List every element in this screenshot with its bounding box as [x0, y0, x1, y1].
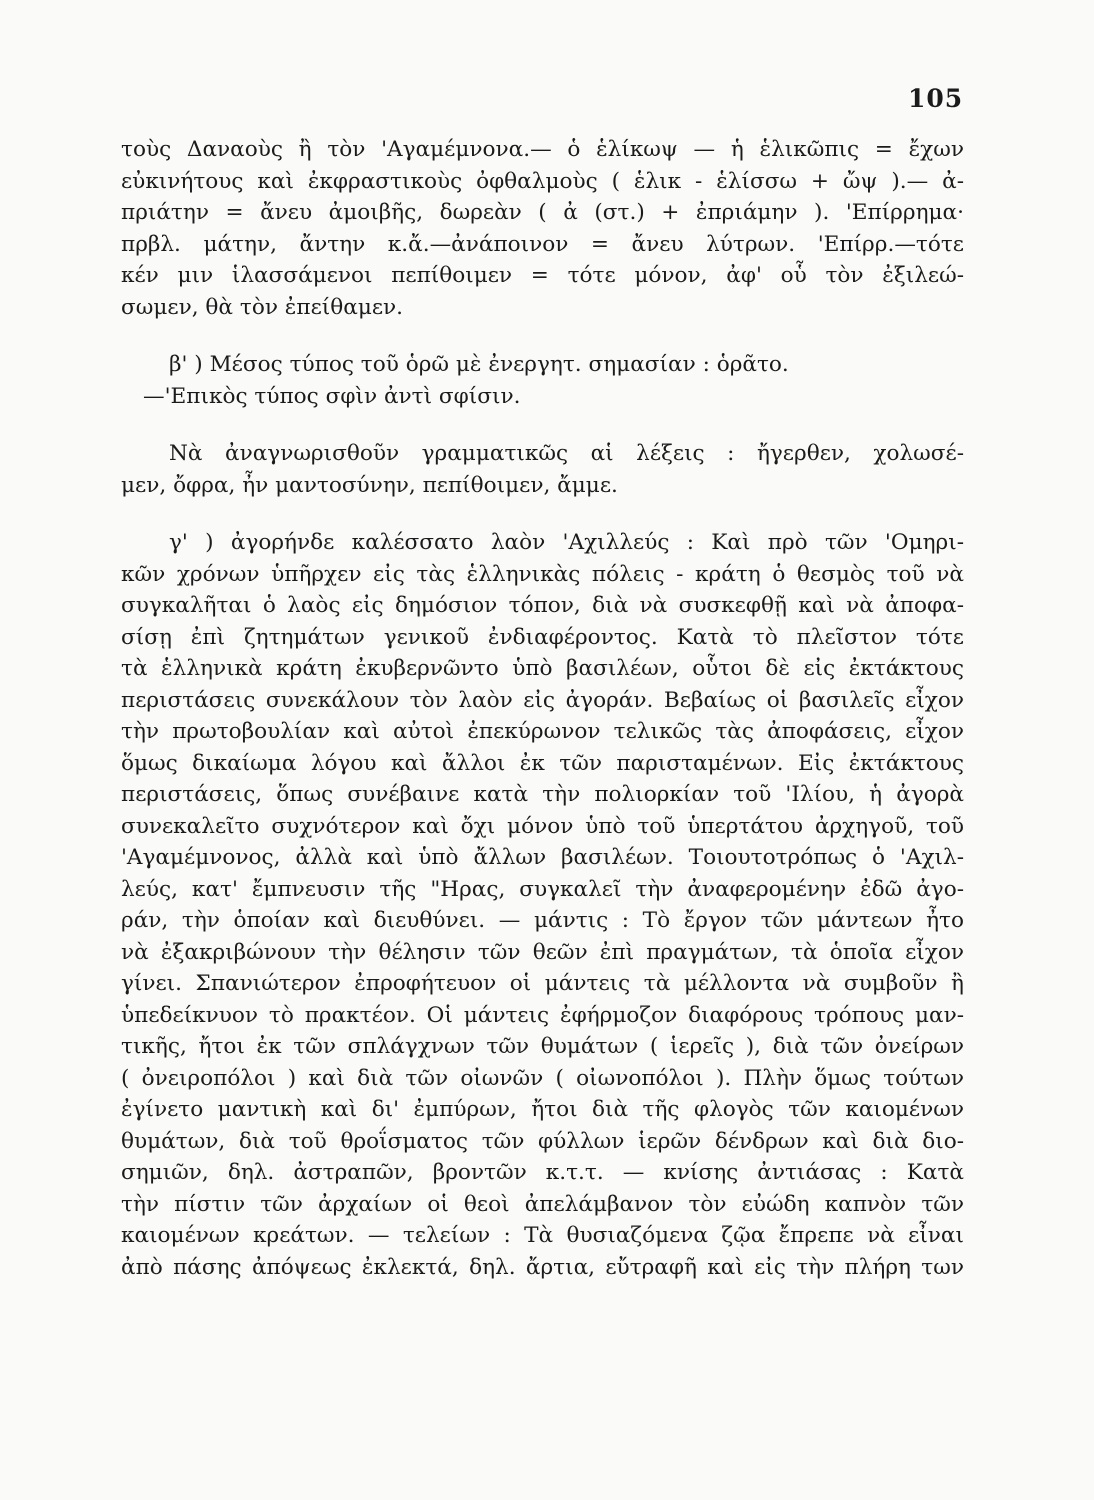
text-line: καιομένων κρεάτων. — τελείων : Τὰ θυσιαζόμενα ζῷα ἔπρεπε νὰ εἶναι	[121, 1223, 964, 1248]
text-line: ὑπεδείκνυον τὸ πρακτέον. Οἱ μάντεις ἐφήρμοζον διαφόρους τρόπους μαν-	[121, 1002, 964, 1028]
text-line: γίνει. Σπανιώτερον ἐπροφήτευον οἱ μάντεις τὰ μέλλοντα νὰ συμβοῦν ἢ	[121, 971, 964, 996]
text-line: τικῆς, ἤτοι ἐκ τῶν σπλάγχνων τῶν θυμάτων ( ἱερεῖς ), διὰ τῶν ὀνείρων	[121, 1034, 964, 1059]
text-line: περιστάσεις συνεκάλουν τὸν λαὸν εἰς ἀγοράν. Βεβαίως οἱ βασιλεῖς εἶχον	[121, 687, 964, 713]
commentary-text	[121, 134, 964, 1283]
text-line: τοὺς Δαναοὺς ἢ τὸν 'Αγαμέμνονα.— ὁ ἑλίκωψ — ἡ ἑλικῶπις = ἔχων	[121, 137, 964, 162]
text-line: σημιῶν, δηλ. ἀστραπῶν, βροντῶν κ.τ.τ. — κνίσης ἀντιάσας : Κατὰ	[121, 1160, 964, 1185]
text-line: ἀπὸ πάσης ἀπόψεως ἐκλεκτά, δηλ. ἄρτια, εὔτραφῆ καὶ εἰς τὴν πλήρη των	[121, 1254, 964, 1280]
text-line: συνεκαλεῖτο συχνότερον καὶ ὄχι μόνον ὑπὸ τοῦ ὑπερτάτου ἀρχηγοῦ, τοῦ	[121, 813, 964, 839]
paragraph-gap	[121, 323, 964, 349]
text-line: γ' ) ἀγορήνδε καλέσσατο λαὸν 'Αχιλλεύς : Καὶ πρὸ τῶν 'Ομηρι-	[169, 530, 964, 555]
text-line: θυμάτων, διὰ τοῦ θροΐσματος τῶν φύλλων ἱερῶν δένδρων καὶ διὰ διο-	[121, 1128, 964, 1154]
text-line: περιστάσεις, ὅπως συνέβαινε κατὰ τὴν πολιορκίαν τοῦ 'Ιλίου, ἡ ἀγορὰ	[121, 782, 964, 807]
text-line: τὴν πίστιν τῶν ἀρχαίων οἱ θεοὶ ἀπελάμβανον τὸν εὐώδη καπνὸν τῶν	[121, 1191, 964, 1217]
text-line: συγκαλῆται ὁ λαὸς εἰς δημόσιον τόπον, διὰ νὰ συσκεφθῇ καὶ νὰ ἀποφα-	[121, 593, 964, 618]
paragraph-gap	[121, 412, 964, 438]
paragraph-gap	[121, 501, 964, 527]
text-line: —'Επικὸς τύπος σφὶν ἀντὶ σφίσιν.	[143, 383, 521, 409]
text-line: νὰ ἐξακριβώνουν τὴν θέλησιν τῶν θεῶν ἐπὶ πραγμάτων, τὰ ὁποῖα εἶχον	[121, 939, 964, 965]
text-line: τὰ ἑλληνικὰ κράτη ἐκυβερνῶντο ὑπὸ βασιλέων, οὗτοι δὲ εἰς ἐκτάκτους	[121, 656, 964, 681]
text-line: κέν μιν ἱλασσάμενοι πεπίθοιμεν = τότε μόνον, ἀφ' οὗ τὸν ἐξιλεώ-	[121, 263, 964, 288]
text-line: ράν, τὴν ὁποίαν καὶ διευθύνει. — μάντις : Τὸ ἔργον τῶν μάντεων ἦτο	[121, 908, 964, 933]
page-number: 105	[908, 84, 964, 113]
text-line: Νὰ ἀναγνωρισθοῦν γραμματικῶς αἱ λέξεις : ἤγερθεν, χολωσέ-	[169, 441, 964, 466]
text-line: ( ὀνειροπόλοι ) καὶ διὰ τῶν οἰωνῶν ( οἰωνοπόλοι ). Πλὴν ὅμως τούτων	[121, 1065, 964, 1091]
text-line: ὅμως δικαίωμα λόγου καὶ ἄλλοι ἐκ τῶν παρισταμένων. Εἰς ἐκτάκτους	[121, 750, 964, 776]
text-line: σίσῃ ἐπὶ ζητημάτων γενικοῦ ἐνδιαφέροντος. Κατὰ τὸ πλεῖστον τότε	[121, 624, 964, 650]
text-line: κῶν χρόνων ὑπῆρχεν εἰς τὰς ἑλληνικὰς πόλεις - κράτη ὁ θεσμὸς τοῦ νὰ	[121, 561, 964, 587]
text-line: τὴν πρωτοβουλίαν καὶ αὐτοὶ ἐπεκύρωνον τελικῶς τὰς ἀποφάσεις, εἶχον	[121, 719, 964, 744]
text-line: πριάτην = ἄνευ ἀμοιβῆς, δωρεὰν ( ἀ (στ.) + ἐπριάμην ). 'Επίρρημα·	[121, 200, 964, 225]
text-line: λεύς, κατ' ἔμπνευσιν τῆς "Ηρας, συγκαλεῖ τὴν ἀναφερομένην ἐδῶ ἀγο-	[121, 876, 964, 902]
text-line: εὐκινήτους καὶ ἐκφραστικοὺς ὀφθαλμοὺς ( ἑλικ - ἑλίσσω + ὤψ ).— ἀ-	[121, 168, 964, 194]
text-line: σωμεν, θὰ τὸν ἐπείθαμεν.	[121, 294, 404, 320]
text-line: πρβλ. μάτην, ἄντην κ.ἄ.—ἀνάποινον = ἄνευ λύτρων. 'Επίρρ.—τότε	[121, 231, 964, 257]
text-line: β' ) Μέσος τύπος τοῦ ὁρῶ μὲ ἐνεργητ. σημασίαν : ὁρᾶτο.	[169, 352, 789, 377]
text-line: ἐγίνετο μαντικὴ καὶ δι' ἐμπύρων, ἤτοι διὰ τῆς φλογὸς τῶν καιομένων	[121, 1097, 964, 1122]
text-line: μεν, ὄφρα, ἦν μαντοσύνην, πεπίθοιμεν, ἄμμε.	[121, 472, 618, 498]
text-line: 'Αγαμέμνονος, ἀλλὰ καὶ ὑπὸ ἄλλων βασιλέων. Τοιουτοτρόπως ὁ 'Αχιλ-	[121, 845, 964, 870]
